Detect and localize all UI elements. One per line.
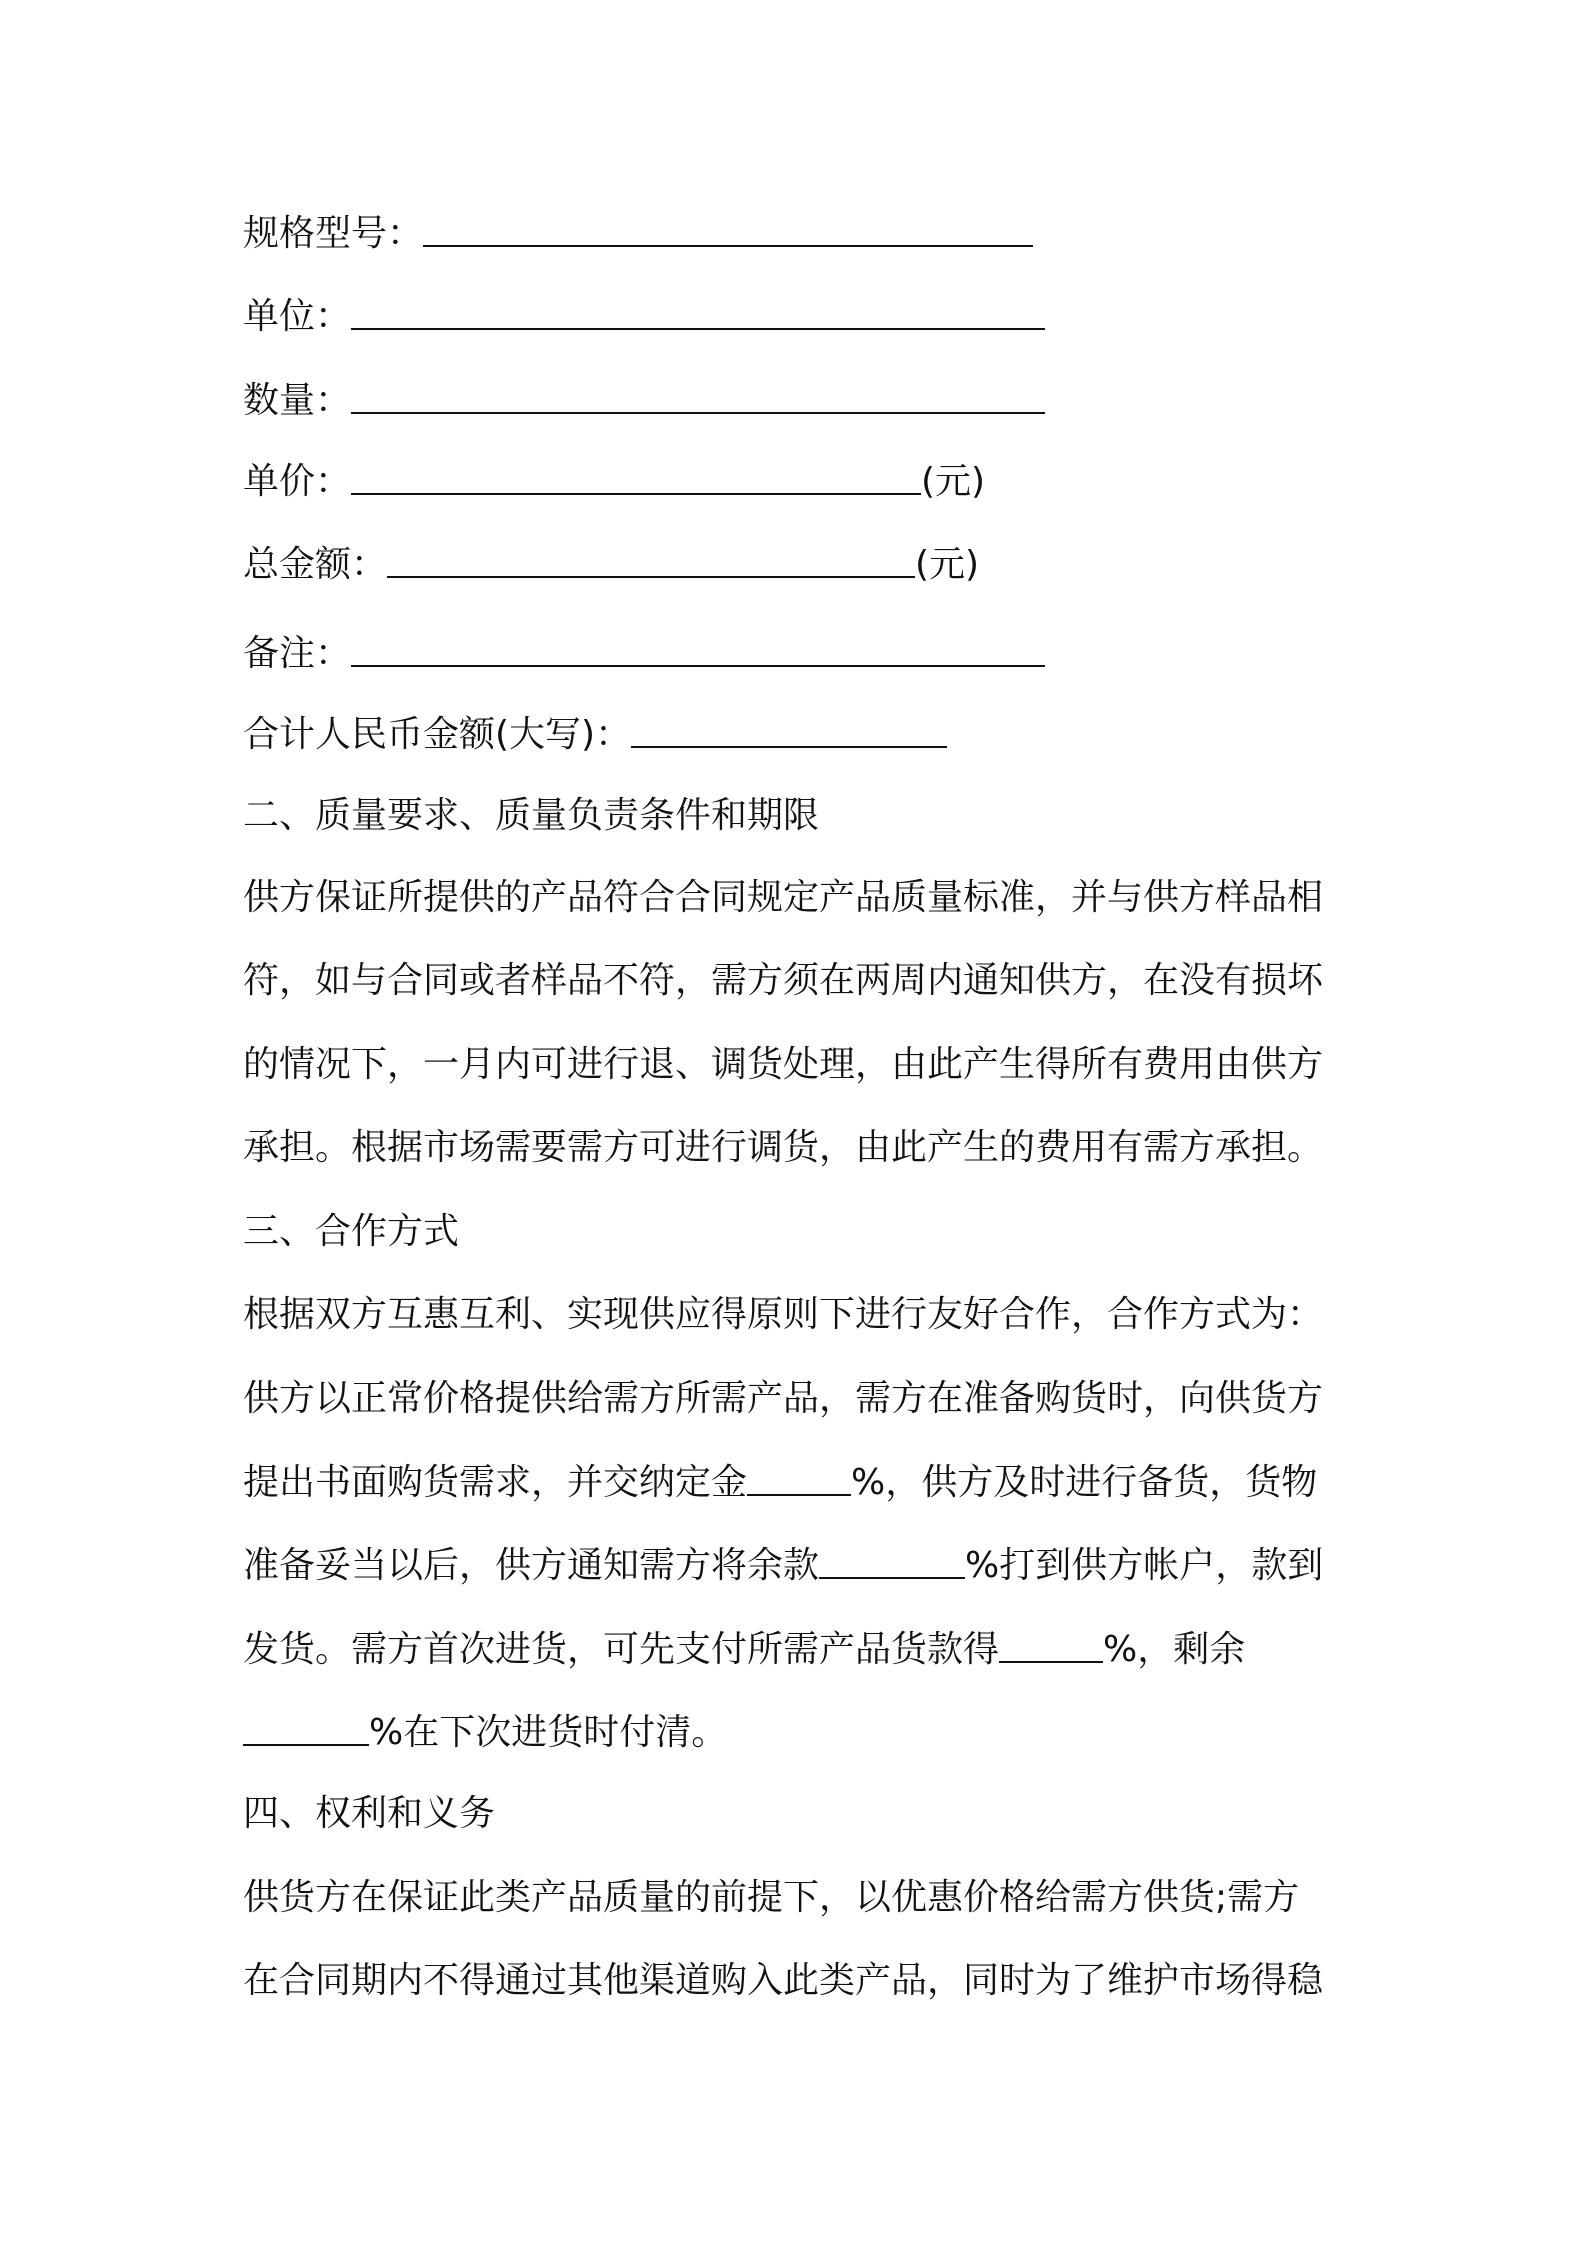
- unit-field: [243, 290, 1045, 342]
- section2-heading: 二、质量要求、质量负责条件和期限: [243, 795, 820, 836]
- section3-heading: 三、合作方式: [243, 1211, 460, 1252]
- section3-line-4-b: %打到供方帐户，款到: [965, 1545, 1324, 1586]
- quantity-label: 数量：: [243, 380, 352, 421]
- section4-line-1: 供货方在保证此类产品质量的前提下，以优惠价格给需方供货;需方: [243, 1877, 1300, 1918]
- remark-blank[interactable]: [351, 629, 1045, 667]
- section2-line-2: 符，如与合同或者样品不符，需方须在两周内通知供方，在没有损坏: [243, 960, 1324, 1001]
- remaining-percent-blank[interactable]: [243, 1708, 369, 1746]
- section3-line-3-a: 提出书面购货需求，并交纳定金: [243, 1462, 748, 1503]
- section3-line-2: 供方以正常价格提供给需方所需产品，需方在准备购货时，向供货方: [243, 1378, 1324, 1419]
- section3-line-3-b: %，供方及时进行备货，货物: [851, 1462, 1318, 1503]
- unit-price-blank[interactable]: [351, 457, 921, 495]
- section3-line-6: [243, 1706, 727, 1758]
- section3-line-5-a: 发货。需方首次进货，可先支付所需产品货款得: [243, 1629, 1000, 1670]
- model-field: [243, 207, 1033, 259]
- rmb-total-blank[interactable]: [631, 710, 947, 748]
- unit-price-label: 单价：: [243, 461, 352, 502]
- section4-heading: 四、权利和义务: [243, 1793, 496, 1834]
- unit-price-field: [243, 455, 985, 507]
- unit-label: 单位：: [243, 296, 352, 337]
- first-payment-percent-blank[interactable]: [999, 1625, 1103, 1663]
- quantity-blank[interactable]: [351, 376, 1045, 414]
- section3-line-4: [243, 1539, 1323, 1591]
- total-field: [243, 538, 979, 590]
- remark-label: 备注：: [243, 633, 352, 674]
- total-blank[interactable]: [387, 540, 915, 578]
- section3-line-1: 根据双方互惠互利、实现供应得原则下进行友好合作，合作方式为：: [243, 1294, 1324, 1335]
- model-blank[interactable]: [423, 209, 1033, 247]
- remark-field: [243, 627, 1045, 679]
- section2-line-3: 的情况下，一月内可进行退、调货处理，由此产生得所有费用由供方: [243, 1044, 1324, 1085]
- section3-line-5: [243, 1623, 1245, 1675]
- section4-line-2: 在合同期内不得通过其他渠道购入此类产品，同时为了维护市场得稳: [243, 1960, 1324, 2001]
- deposit-percent-blank[interactable]: [747, 1458, 851, 1496]
- unit-price-suffix: (元): [921, 461, 986, 502]
- unit-blank[interactable]: [351, 292, 1045, 330]
- section2-line-1: 供方保证所提供的产品符合合同规定产品质量标准，并与供方样品相: [243, 877, 1324, 918]
- quantity-field: [243, 374, 1045, 426]
- balance-percent-blank[interactable]: [819, 1541, 965, 1579]
- total-label: 总金额：: [243, 544, 388, 585]
- section2-line-4: 承担。根据市场需要需方可进行调货，由此产生的费用有需方承担。: [243, 1127, 1324, 1168]
- section3-line-5-b: %，剩余: [1103, 1629, 1246, 1670]
- section3-line-6-b: %在下次进货时付清。: [369, 1712, 728, 1753]
- section3-line-3: [243, 1456, 1317, 1508]
- model-label: 规格型号：: [243, 213, 424, 254]
- rmb-total-field: [243, 708, 947, 760]
- rmb-total-label: 合计人民币金额(大写)：: [243, 714, 632, 755]
- total-suffix: (元): [915, 544, 980, 585]
- section3-line-4-a: 准备妥当以后，供方通知需方将余款: [243, 1545, 820, 1586]
